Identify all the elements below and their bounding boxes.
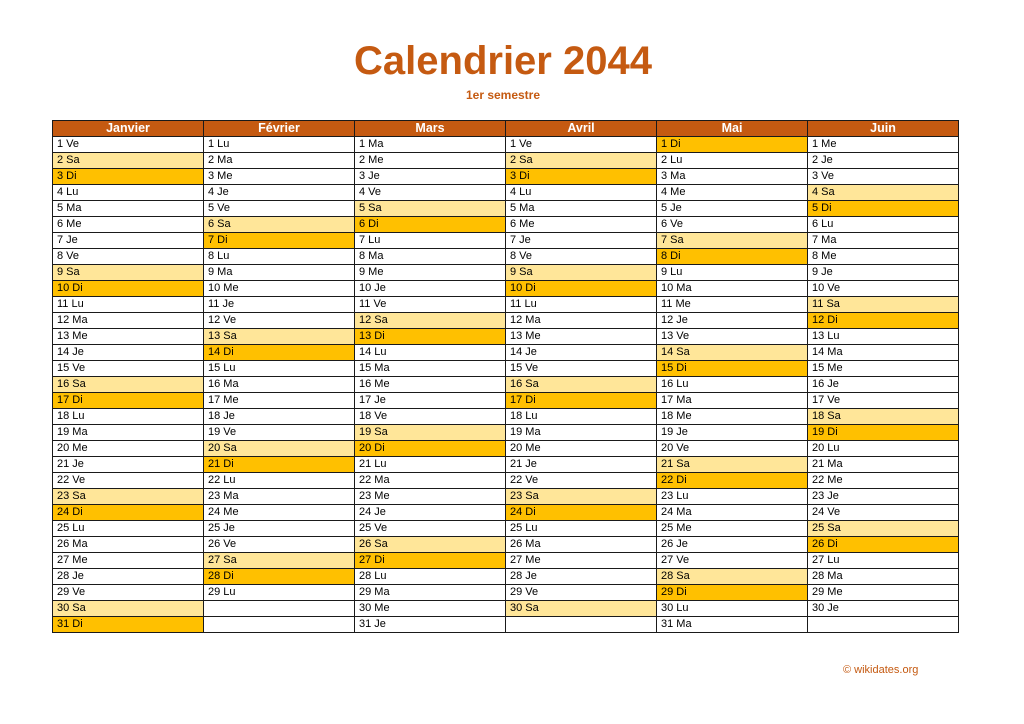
day-cell: 10 Je — [355, 281, 506, 297]
calendar-row — [53, 233, 959, 249]
day-cell: 23 Me — [355, 489, 506, 505]
day-cell: 13 Me — [506, 329, 657, 345]
day-cell: 2 Sa — [53, 153, 204, 169]
calendar-row — [53, 537, 959, 553]
day-cell: 15 Ve — [506, 361, 657, 377]
day-cell: 31 Ma — [657, 617, 808, 633]
day-cell: 10 Me — [204, 281, 355, 297]
day-cell: 26 Ma — [53, 537, 204, 553]
day-cell: 13 Ve — [657, 329, 808, 345]
calendar-row — [53, 329, 959, 345]
day-cell: 22 Ma — [355, 473, 506, 489]
day-cell: 18 Me — [657, 409, 808, 425]
day-cell: 7 Ma — [808, 233, 959, 249]
day-cell: 15 Ve — [53, 361, 204, 377]
month-header: Mai — [657, 121, 808, 137]
day-cell: 7 Je — [506, 233, 657, 249]
day-cell: 5 Ma — [53, 201, 204, 217]
page-subtitle: 1er semestre — [465, 88, 541, 102]
day-cell: 26 Ve — [204, 537, 355, 553]
day-cell: 12 Di — [808, 313, 959, 329]
day-cell: 16 Ma — [204, 377, 355, 393]
day-cell: 8 Ve — [506, 249, 657, 265]
calendar-row — [53, 265, 959, 281]
day-cell: 3 Di — [53, 169, 204, 185]
day-cell: 9 Sa — [53, 265, 204, 281]
day-cell: 24 Je — [355, 505, 506, 521]
day-cell: 17 Me — [204, 393, 355, 409]
calendar-row — [53, 281, 959, 297]
calendar-row — [53, 457, 959, 473]
day-cell: 11 Je — [204, 297, 355, 313]
day-cell: 28 Di — [204, 569, 355, 585]
day-cell: 29 Lu — [204, 585, 355, 601]
day-cell: 11 Lu — [506, 297, 657, 313]
day-cell: 25 Lu — [53, 521, 204, 537]
day-cell: 5 Di — [808, 201, 959, 217]
day-cell: 15 Di — [657, 361, 808, 377]
day-cell: 28 Sa — [657, 569, 808, 585]
day-cell: 8 Ma — [355, 249, 506, 265]
day-cell: 13 Lu — [808, 329, 959, 345]
day-cell: 1 Lu — [204, 137, 355, 153]
day-cell: 4 Je — [204, 185, 355, 201]
day-cell: 3 Me — [204, 169, 355, 185]
day-cell: 17 Je — [355, 393, 506, 409]
day-cell: 21 Di — [204, 457, 355, 473]
day-cell: 21 Lu — [355, 457, 506, 473]
day-cell: 24 Ma — [657, 505, 808, 521]
day-cell: 9 Sa — [506, 265, 657, 281]
day-cell: 29 Ve — [53, 585, 204, 601]
day-cell: 8 Di — [657, 249, 808, 265]
day-cell: 12 Sa — [355, 313, 506, 329]
day-cell: 21 Je — [506, 457, 657, 473]
day-cell: 23 Sa — [53, 489, 204, 505]
day-cell: 19 Ma — [506, 425, 657, 441]
day-cell: 24 Me — [204, 505, 355, 521]
day-cell: 15 Ma — [355, 361, 506, 377]
day-cell: 5 Sa — [355, 201, 506, 217]
day-cell: 20 Ve — [657, 441, 808, 457]
day-cell: 17 Ma — [657, 393, 808, 409]
day-cell: 25 Lu — [506, 521, 657, 537]
calendar-row — [53, 553, 959, 569]
day-cell: 17 Di — [506, 393, 657, 409]
day-cell: 4 Me — [657, 185, 808, 201]
day-cell: 6 Sa — [204, 217, 355, 233]
calendar-row — [53, 377, 959, 393]
day-cell: 17 Di — [53, 393, 204, 409]
day-cell: 11 Sa — [808, 297, 959, 313]
month-header-row — [53, 121, 959, 137]
day-cell: 22 Ve — [53, 473, 204, 489]
day-cell: 21 Sa — [657, 457, 808, 473]
calendar-row — [53, 505, 959, 521]
day-cell: 16 Sa — [506, 377, 657, 393]
day-cell: 14 Je — [506, 345, 657, 361]
day-cell: 2 Me — [355, 153, 506, 169]
day-cell: 30 Lu — [657, 601, 808, 617]
day-cell: 26 Sa — [355, 537, 506, 553]
calendar-row — [53, 153, 959, 169]
day-cell: 7 Di — [204, 233, 355, 249]
empty-cell — [204, 617, 355, 633]
day-cell: 15 Lu — [204, 361, 355, 377]
day-cell: 6 Lu — [808, 217, 959, 233]
day-cell: 20 Me — [506, 441, 657, 457]
day-cell: 16 Me — [355, 377, 506, 393]
day-cell: 21 Je — [53, 457, 204, 473]
day-cell: 4 Sa — [808, 185, 959, 201]
day-cell: 20 Sa — [204, 441, 355, 457]
day-cell: 19 Sa — [355, 425, 506, 441]
day-cell: 10 Di — [53, 281, 204, 297]
day-cell: 16 Je — [808, 377, 959, 393]
day-cell: 13 Sa — [204, 329, 355, 345]
day-cell: 13 Di — [355, 329, 506, 345]
day-cell: 20 Di — [355, 441, 506, 457]
day-cell: 5 Ve — [204, 201, 355, 217]
day-cell: 29 Ma — [355, 585, 506, 601]
day-cell: 26 Di — [808, 537, 959, 553]
day-cell: 22 Di — [657, 473, 808, 489]
day-cell: 25 Ve — [355, 521, 506, 537]
calendar-row — [53, 137, 959, 153]
page-title: Calendrier 2044 — [354, 39, 652, 83]
day-cell: 14 Sa — [657, 345, 808, 361]
day-cell: 2 Sa — [506, 153, 657, 169]
day-cell: 7 Sa — [657, 233, 808, 249]
day-cell: 19 Di — [808, 425, 959, 441]
day-cell: 30 Je — [808, 601, 959, 617]
day-cell: 27 Sa — [204, 553, 355, 569]
day-cell: 24 Ve — [808, 505, 959, 521]
day-cell: 18 Je — [204, 409, 355, 425]
day-cell: 24 Di — [53, 505, 204, 521]
day-cell: 30 Sa — [53, 601, 204, 617]
day-cell: 15 Me — [808, 361, 959, 377]
calendar-row — [53, 393, 959, 409]
calendar-row — [53, 297, 959, 313]
day-cell: 27 Me — [506, 553, 657, 569]
day-cell: 18 Ve — [355, 409, 506, 425]
day-cell: 18 Lu — [53, 409, 204, 425]
day-cell: 19 Ve — [204, 425, 355, 441]
day-cell: 19 Ma — [53, 425, 204, 441]
calendar-row — [53, 313, 959, 329]
day-cell: 6 Me — [506, 217, 657, 233]
day-cell: 9 Lu — [657, 265, 808, 281]
month-header: Mars — [355, 121, 506, 137]
day-cell: 25 Sa — [808, 521, 959, 537]
month-header: Avril — [506, 121, 657, 137]
day-cell: 22 Lu — [204, 473, 355, 489]
day-cell: 23 Lu — [657, 489, 808, 505]
day-cell: 20 Me — [53, 441, 204, 457]
day-cell: 6 Di — [355, 217, 506, 233]
day-cell: 8 Lu — [204, 249, 355, 265]
calendar-row — [53, 601, 959, 617]
day-cell: 16 Sa — [53, 377, 204, 393]
day-cell: 12 Ma — [53, 313, 204, 329]
day-cell: 22 Me — [808, 473, 959, 489]
day-cell: 27 Di — [355, 553, 506, 569]
month-header: Juin — [808, 121, 959, 137]
day-cell: 1 Ve — [53, 137, 204, 153]
calendar-table — [52, 120, 959, 633]
day-cell: 5 Je — [657, 201, 808, 217]
day-cell: 31 Di — [53, 617, 204, 633]
day-cell: 6 Ve — [657, 217, 808, 233]
day-cell: 28 Je — [53, 569, 204, 585]
day-cell: 13 Me — [53, 329, 204, 345]
calendar-row — [53, 489, 959, 505]
day-cell: 26 Ma — [506, 537, 657, 553]
day-cell: 8 Me — [808, 249, 959, 265]
calendar-body — [53, 137, 959, 633]
day-cell: 10 Di — [506, 281, 657, 297]
day-cell: 27 Ve — [657, 553, 808, 569]
calendar-row — [53, 473, 959, 489]
calendar-row — [53, 249, 959, 265]
calendar-row — [53, 441, 959, 457]
day-cell: 3 Ve — [808, 169, 959, 185]
day-cell: 5 Ma — [506, 201, 657, 217]
empty-cell — [204, 601, 355, 617]
day-cell: 22 Ve — [506, 473, 657, 489]
day-cell: 29 Ve — [506, 585, 657, 601]
day-cell: 20 Lu — [808, 441, 959, 457]
day-cell: 4 Lu — [506, 185, 657, 201]
calendar-row — [53, 585, 959, 601]
calendar-row — [53, 185, 959, 201]
calendar-row — [53, 169, 959, 185]
day-cell: 28 Je — [506, 569, 657, 585]
day-cell: 16 Lu — [657, 377, 808, 393]
calendar-row — [53, 617, 959, 633]
day-cell: 23 Sa — [506, 489, 657, 505]
day-cell: 11 Me — [657, 297, 808, 313]
day-cell: 25 Je — [204, 521, 355, 537]
day-cell: 1 Ma — [355, 137, 506, 153]
day-cell: 9 Je — [808, 265, 959, 281]
calendar-row — [53, 521, 959, 537]
day-cell: 30 Sa — [506, 601, 657, 617]
day-cell: 2 Ma — [204, 153, 355, 169]
day-cell: 28 Lu — [355, 569, 506, 585]
day-cell: 9 Ma — [204, 265, 355, 281]
day-cell: 25 Me — [657, 521, 808, 537]
day-cell: 30 Me — [355, 601, 506, 617]
calendar-row — [53, 217, 959, 233]
calendar-row — [53, 201, 959, 217]
day-cell: 4 Lu — [53, 185, 204, 201]
day-cell: 23 Ma — [204, 489, 355, 505]
day-cell: 1 Di — [657, 137, 808, 153]
day-cell: 18 Sa — [808, 409, 959, 425]
calendar-row — [53, 361, 959, 377]
day-cell: 12 Ve — [204, 313, 355, 329]
empty-cell — [808, 617, 959, 633]
day-cell: 4 Ve — [355, 185, 506, 201]
day-cell: 27 Lu — [808, 553, 959, 569]
day-cell: 29 Di — [657, 585, 808, 601]
day-cell: 11 Ve — [355, 297, 506, 313]
day-cell: 24 Di — [506, 505, 657, 521]
day-cell: 27 Me — [53, 553, 204, 569]
calendar-row — [53, 345, 959, 361]
day-cell: 2 Lu — [657, 153, 808, 169]
day-cell: 14 Di — [204, 345, 355, 361]
month-header: Février — [204, 121, 355, 137]
day-cell: 19 Je — [657, 425, 808, 441]
day-cell: 10 Ve — [808, 281, 959, 297]
calendar-row — [53, 409, 959, 425]
day-cell: 14 Je — [53, 345, 204, 361]
empty-cell — [506, 617, 657, 633]
day-cell: 6 Me — [53, 217, 204, 233]
day-cell: 29 Me — [808, 585, 959, 601]
day-cell: 11 Lu — [53, 297, 204, 313]
day-cell: 23 Je — [808, 489, 959, 505]
day-cell: 8 Ve — [53, 249, 204, 265]
calendar-row — [53, 569, 959, 585]
day-cell: 2 Je — [808, 153, 959, 169]
day-cell: 26 Je — [657, 537, 808, 553]
day-cell: 14 Lu — [355, 345, 506, 361]
day-cell: 3 Je — [355, 169, 506, 185]
day-cell: 14 Ma — [808, 345, 959, 361]
day-cell: 18 Lu — [506, 409, 657, 425]
day-cell: 10 Ma — [657, 281, 808, 297]
day-cell: 7 Je — [53, 233, 204, 249]
day-cell: 7 Lu — [355, 233, 506, 249]
day-cell: 17 Ve — [808, 393, 959, 409]
day-cell: 28 Ma — [808, 569, 959, 585]
month-header: Janvier — [53, 121, 204, 137]
day-cell: 9 Me — [355, 265, 506, 281]
day-cell: 3 Di — [506, 169, 657, 185]
day-cell: 12 Je — [657, 313, 808, 329]
calendar-row — [53, 425, 959, 441]
day-cell: 1 Me — [808, 137, 959, 153]
day-cell: 1 Ve — [506, 137, 657, 153]
footer-credit: © wikidates.org — [843, 664, 919, 676]
day-cell: 21 Ma — [808, 457, 959, 473]
day-cell: 3 Ma — [657, 169, 808, 185]
day-cell: 12 Ma — [506, 313, 657, 329]
day-cell: 31 Je — [355, 617, 506, 633]
